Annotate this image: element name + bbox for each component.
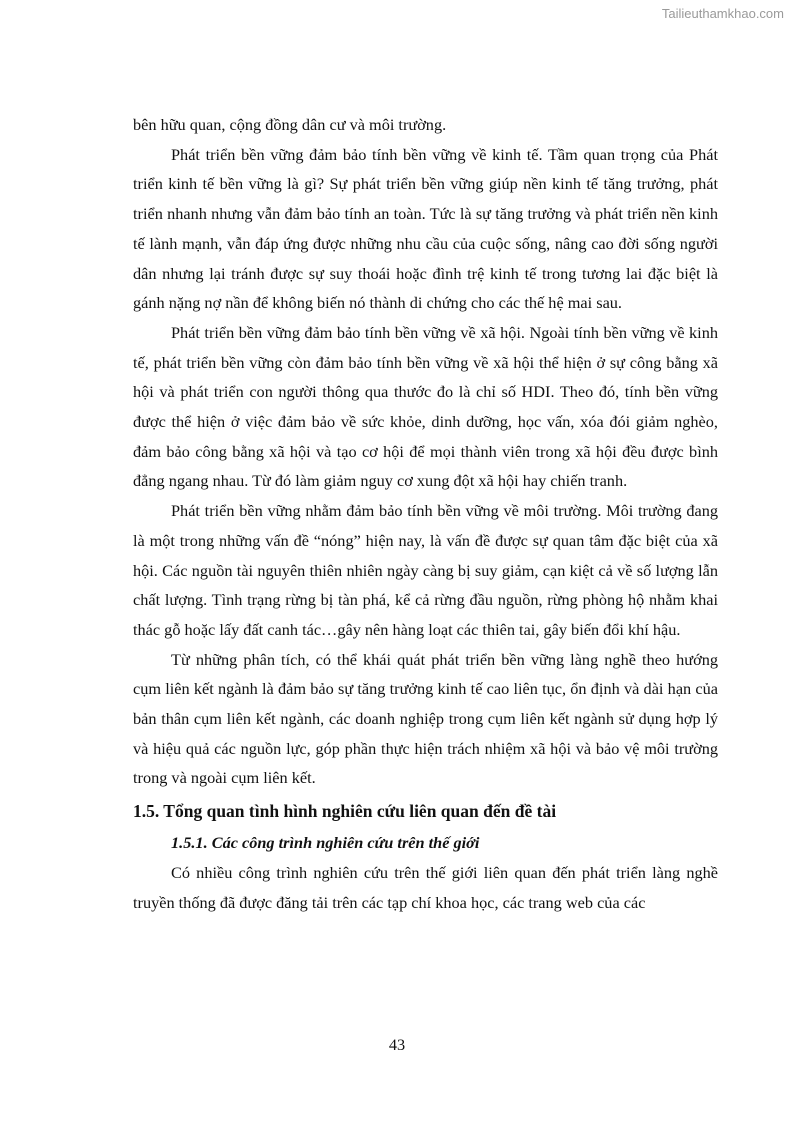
- paragraph-5: Từ những phân tích, có thể khái quát phát triển bền vững làng nghề theo hướng cụm liên kết ngành là đảm bảo sự tăng trưởng kinh tế cao liên tục, ổn định và dài hạn của bản thân cụm liên kết ngành, các doanh nghiệp trong cụm liên kết ngành sử dụng hợp lý và hiệu quả các nguồn lực, góp phần thực hiện trách nhiệm xã hội và bảo vệ môi trường trong và ngoài cụm liên kết.: [133, 649, 718, 788]
- page-number: 43: [388, 1035, 406, 1054]
- paragraph-2: Phát triển bền vững đảm bảo tính bền vững về kinh tế. Tầm quan trọng của Phát triển kinh tế bền vững là gì? Sự phát triển bền vững giúp nền kinh tế tăng trưởng, phát triển nhanh nhưng vẫn đảm bảo tính an toàn. Tức là sự tăng trưởng và phát triển nền kinh tế lành mạnh, vẫn đáp ứng được những nhu cầu của cuộc sống, nâng cao đời sống người dân nhưng lại tránh được sự suy thoái hoặc đình trệ kinh tế trong tương lai đặc biệt là gánh nặng nợ nần để không biến nó thành di chứng cho các thế hệ mai sau.: [133, 144, 718, 313]
- watermark-text: Tailieuthamkhao.com: [661, 6, 784, 21]
- paragraph-1: bên hữu quan, cộng đồng dân cư và môi trường.: [133, 115, 447, 134]
- paragraph-6: Có nhiều công trình nghiên cứu trên thế giới liên quan đến phát triển làng nghề truyền thống đã được đăng tải trên các tạp chí khoa học, các trang web của các: [133, 863, 718, 912]
- section-heading: 1.5. Tổng quan tình hình nghiên cứu liên quan đến đề tài: [133, 801, 557, 822]
- paragraph-4: Phát triển bền vững nhằm đảm bảo tính bền vững về môi trường. Môi trường đang là một trong những vấn đề “nóng” hiện nay, là vấn đề được sự quan tâm đặc biệt của xã hội. Các nguồn tài nguyên thiên nhiên ngày càng bị suy giảm, cạn kiệt cả về số lượng lẫn chất lượng. Tình trạng rừng bị tàn phá, kể cả rừng đầu nguồn, rừng phòng hộ nhằm khai thác gỗ hoặc lấy đất canh tác…gây nên hàng loạt các thiên tai, gây biến đổi khí hậu.: [133, 501, 718, 639]
- paragraph-3: Phát triển bền vững đảm bảo tính bền vững về xã hội. Ngoài tính bền vững về kinh tế, phát triển bền vững còn đảm bảo tính bền vững về xã hội thể hiện ở sự công bằng xã hội và phát triển con người thông qua thước đo là chỉ số HDI. Theo đó, tính bền vững được thể hiện ở việc đảm bảo về sức khỏe, dinh dưỡng, học vấn, xóa đói giảm nghèo, đảm bảo công bằng xã hội và tạo cơ hội để mọi thành viên trong xã hội đều được bình đẳng ngang nhau. Từ đó làm giảm nguy cơ xung đột xã hội hay chiến tranh.: [133, 322, 718, 491]
- document-body: [133, 110, 718, 918]
- subsection-heading: 1.5.1. Các công trình nghiên cứu trên thế giới: [171, 833, 480, 853]
